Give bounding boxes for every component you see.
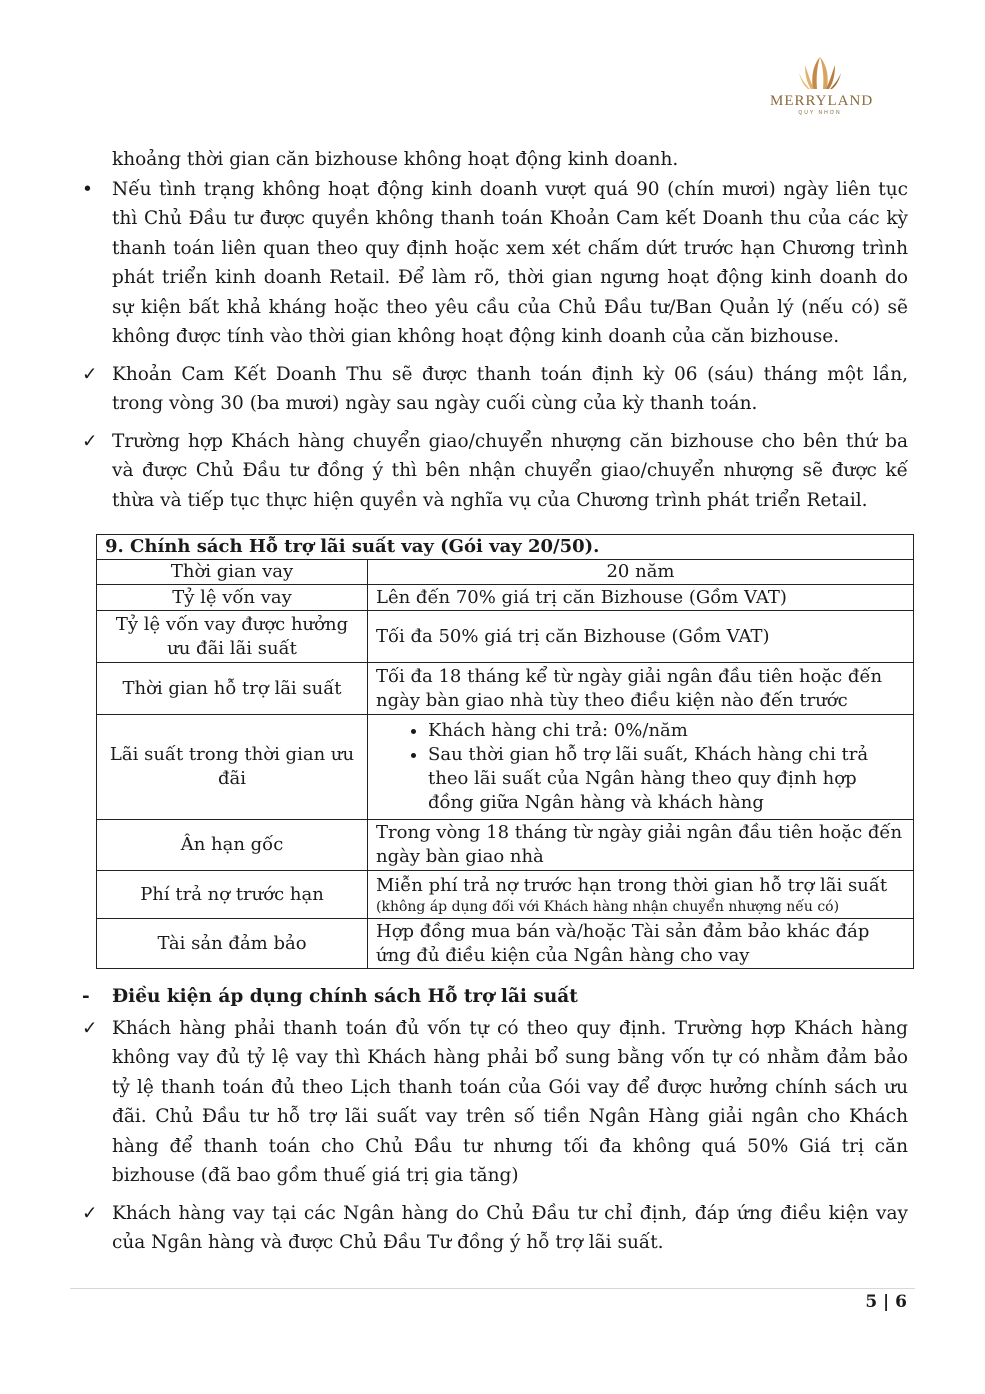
row-value [368, 871, 914, 919]
row-value: Lên đến 70% giá trị căn Bizhouse (Gồm VAT) [368, 585, 914, 611]
table-row [97, 611, 914, 663]
logo-name: MERRYLAND [770, 93, 874, 109]
check-item [82, 1199, 908, 1258]
row-value: Tối đa 18 tháng kể từ ngày giải ngân đầu tiên hoặc đến ngày bàn giao nhà tùy theo điều kiện nào đến trước [368, 663, 914, 715]
merryland-logo [770, 55, 874, 116]
row-value-note: (không áp dụng đối với Khách hàng nhận chuyển nhượng nếu có) [376, 898, 840, 915]
table-header-row [97, 535, 914, 560]
row-label: Thời gian vay [97, 560, 368, 585]
footer-divider [70, 1288, 915, 1289]
check-text: Khoản Cam Kết Doanh Thu sẽ được thanh toán định kỳ 06 (sáu) tháng một lần, trong vòng 30 (ba mươi) ngày sau ngày cuối cùng của kỳ thanh toán. [112, 363, 908, 414]
row-label: Thời gian hỗ trợ lãi suất [97, 663, 368, 715]
table-title: 9. Chính sách Hỗ trợ lãi suất vay (Gói vay 20/50). [97, 535, 914, 560]
check-item [82, 360, 908, 419]
loan-policy-table [96, 534, 914, 969]
table-row [97, 585, 914, 611]
bullet-text: Nếu tình trạng không hoạt động kinh doanh vượt quá 90 (chín mươi) ngày liên tục thì Chủ Đầu tư được quyền không thanh toán Khoản Cam kết Doanh thu của các kỳ thanh toán liên quan theo quy định hoặc xem xét chấm dứt trước hạn Chương trình phát triển kinh doanh Retail. Để làm rõ, thời gian ngưng hoạt động kinh doanh do sự kiện bất khả kháng hoặc theo yêu cầu của Chủ Đầu tư/Ban Quản lý (nếu có) sẽ không được tính vào thời gian không hoạt động kinh doanh của căn bizhouse. [112, 178, 908, 347]
row-value: Hợp đồng mua bán và/hoặc Tài sản đảm bảo khác đáp ứng đủ điều kiện của Ngân hàng cho vay [368, 919, 914, 969]
logo-emblem-icon [797, 55, 843, 91]
table-row [97, 820, 914, 871]
row-value-list [368, 715, 914, 820]
check-icon: ✓ [82, 430, 98, 452]
page-number: 5 | 6 [865, 1292, 907, 1312]
check-item [82, 427, 908, 516]
bullet-dot-icon: • [82, 178, 93, 200]
interest-list [376, 719, 905, 815]
check-text: Khách hàng vay tại các Ngân hàng do Chủ Đầu tư chỉ định, đáp ứng điều kiện vay của Ngân hàng và được Chủ Đầu Tư đồng ý hỗ trợ lãi suất. [112, 1202, 908, 1253]
check-text: Trường hợp Khách hàng chuyển giao/chuyển nhượng căn bizhouse cho bên thứ ba và được Chủ Đầu tư đồng ý thì bên nhận chuyển giao/chuyển nhượng sẽ được kế thừa và tiếp tục thực hiện quyền và nghĩa vụ của Chương trình phát triển Retail. [112, 430, 908, 511]
table-row [97, 919, 914, 969]
dash-icon: - [82, 986, 90, 1007]
row-value: 20 năm [368, 560, 914, 585]
table-row [97, 663, 914, 715]
bullet-item [82, 175, 908, 352]
row-value-main: Miễn phí trả nợ trước hạn trong thời gian hỗ trợ lãi suất [376, 874, 888, 896]
row-value: Trong vòng 18 tháng từ ngày giải ngân đầu tiên hoặc đến ngày bàn giao nhà [368, 820, 914, 871]
table-row [97, 560, 914, 585]
list-item: • Sau thời gian hỗ trợ lãi suất, Khách hàng chi trả theo lãi suất của Ngân hàng theo quy định hợp đồng giữa Ngân hàng và khách hàng [428, 743, 905, 815]
check-icon: ✓ [82, 1017, 98, 1039]
check-item [82, 1014, 908, 1191]
check-text: Khách hàng phải thanh toán đủ vốn tự có theo quy định. Trường hợp Khách hàng không vay đủ tỷ lệ vay thì Khách hàng phải bổ sung bằng vốn tự có nhằm đảm bảo tỷ lệ thanh toán đủ theo Lịch thanh toán của Gói vay để được hưởng chính sách ưu đãi. Chủ Đầu tư hỗ trợ lãi suất vay trên số tiền Ngân Hàng giải ngân cho Khách hàng để thanh toán cho Chủ Đầu tư nhưng tối đa không quá 50% Giá trị căn bizhouse (đã bao gồm thuế giá trị gia tăng) [112, 1017, 908, 1186]
row-label: Tỷ lệ vốn vay [97, 585, 368, 611]
row-label: Tỷ lệ vốn vay được hưởng ưu đãi lãi suất [97, 611, 368, 663]
table-row [97, 715, 914, 820]
check-icon: ✓ [82, 1202, 98, 1224]
intro-line: khoảng thời gian căn bizhouse không hoạt động kinh doanh. [112, 149, 679, 170]
row-label: Ân hạn gốc [97, 820, 368, 871]
conditions-section [82, 982, 908, 1266]
row-value: Tối đa 50% giá trị căn Bizhouse (Gồm VAT) [368, 611, 914, 663]
row-label: Tài sản đảm bảo [97, 919, 368, 969]
top-content [82, 145, 908, 523]
list-item: • Khách hàng chi trả: 0%/năm [428, 719, 905, 743]
heading-text: Điều kiện áp dụng chính sách Hỗ trợ lãi suất [112, 986, 578, 1007]
logo-sub: QUY NHƠN [798, 110, 842, 116]
row-label: Lãi suất trong thời gian ưu đãi [97, 715, 368, 820]
table-row [97, 871, 914, 919]
row-label: Phí trả nợ trước hạn [97, 871, 368, 919]
conditions-heading [82, 982, 908, 1012]
check-icon: ✓ [82, 363, 98, 385]
